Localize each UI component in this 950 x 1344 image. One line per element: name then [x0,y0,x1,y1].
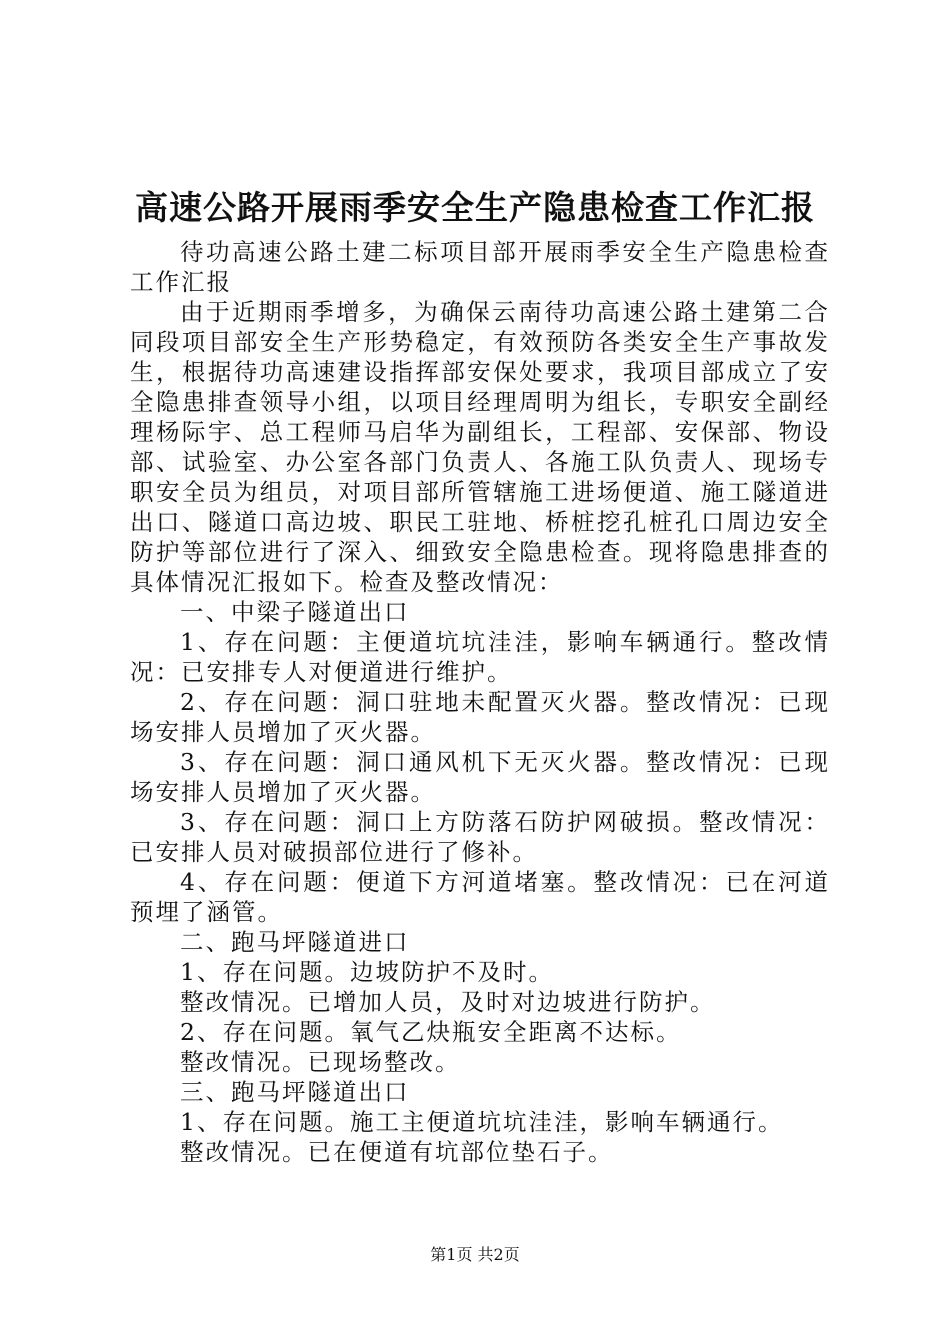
section-heading-3: 三、跑马坪隧道出口 [180,1078,410,1106]
list-item: 2、存在问题：洞口驻地未配置灭火器。整改情况：已现场安排人员增加了灭火器。 [130,688,830,746]
list-item: 1、存在问题。施工主便道坑坑洼洼，影响车辆通行。 [180,1108,784,1136]
paragraph-intro: 由于近期雨季增多，为确保云南待功高速公路土建第二合同段项目部安全生产形势稳定，有效预防各类安全生产事故发生，根据待功高速建设指挥部安保处要求，我项目部成立了安全隐患排查领导小组，以项目经理周明为组长，专职安全副经理杨际宇、总工程师马启华为副组长，工程部、安保部、物设部、试验室、办公室各部门负责人、各施工队负责人、现场专职安全员为组员，对项目部所管辖施工进场便道、施工隧道进出口、隧道口高边坡、职民工驻地、桥桩挖孔桩孔口周边安全防护等部位进行了深入、细致安全隐患检查。现将隐患排查的具体情况汇报如下。检查及整改情况： [130,298,830,596]
list-item: 1、存在问题。边坡防护不及时。 [180,958,554,986]
section-heading-2: 二、跑马坪隧道进口 [180,928,410,956]
section-heading-1: 一、中梁子隧道出口 [180,598,410,626]
list-item: 整改情况。已在便道有坑部位垫石子。 [180,1138,614,1166]
list-item: 整改情况。已增加人员，及时对边坡进行防护。 [180,988,716,1016]
list-item: 3、存在问题：洞口通风机下无灭火器。整改情况：已现场安排人员增加了灭火器。 [130,748,830,806]
page-footer: 第1页 共2页 [430,1245,520,1264]
list-item: 1、存在问题：主便道坑坑洼洼，影响车辆通行。整改情况：已安排专人对便道进行维护。 [130,628,830,686]
list-item: 整改情况。已现场整改。 [180,1048,461,1076]
document-body [130,237,830,1167]
document-title: 高速公路开展雨季安全生产隐患检查工作汇报 [135,188,815,227]
paragraph-subtitle: 待功高速公路土建二标项目部开展雨季安全生产隐患检查工作汇报 [130,238,830,296]
list-item: 2、存在问题。氧气乙炔瓶安全距离不达标。 [180,1018,682,1046]
list-item: 4、存在问题：便道下方河道堵塞。整改情况：已在河道预埋了涵管。 [130,868,830,926]
list-item: 3、存在问题：洞口上方防落石防护网破损。整改情况：已安排人员对破损部位进行了修补。 [130,808,830,866]
